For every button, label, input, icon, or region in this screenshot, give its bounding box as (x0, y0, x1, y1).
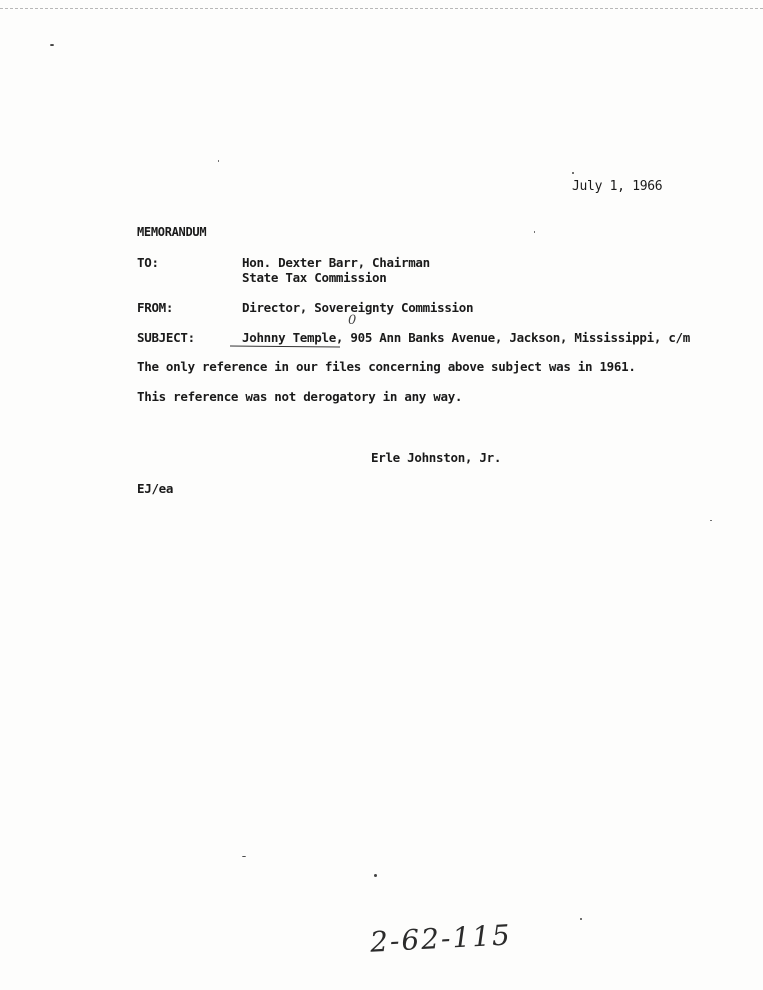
from-label: FROM: (137, 300, 174, 315)
memo-heading: MEMORANDUM (137, 225, 207, 239)
body-line-2: This reference was not derogatory in any way. (137, 389, 463, 404)
scan-speck (50, 44, 54, 46)
body-line-1: The only reference in our files concerning above subject was in 1961. (137, 359, 636, 374)
scan-speck (534, 231, 535, 233)
from-value: Director, Sovereignty Commission (242, 300, 474, 315)
page-top-edge (0, 0, 763, 9)
to-recipient-name: Hon. Dexter Barr, Chairman (242, 255, 430, 270)
handwritten-file-number: 2-62-115 (369, 918, 513, 959)
subject-underline (230, 346, 340, 348)
subject-label: SUBJECT: (137, 330, 195, 345)
typist-initials: EJ/ea (137, 481, 174, 496)
scan-speck (218, 160, 219, 162)
subject-value: Johnny Temple, 905 Ann Banks Avenue, Jackson, Mississippi, c/m (242, 330, 690, 345)
scan-speck (374, 874, 377, 877)
memo-date: July 1, 1966 (572, 179, 663, 194)
scan-speck (710, 520, 712, 521)
scan-speck (580, 918, 582, 920)
handwritten-mark: 0 (348, 313, 357, 328)
scan-speck (242, 856, 246, 857)
to-label: TO: (137, 255, 159, 270)
to-recipient-org: State Tax Commission (242, 270, 387, 285)
scan-speck (572, 172, 574, 174)
signature: Erle Johnston, Jr. (371, 450, 502, 465)
